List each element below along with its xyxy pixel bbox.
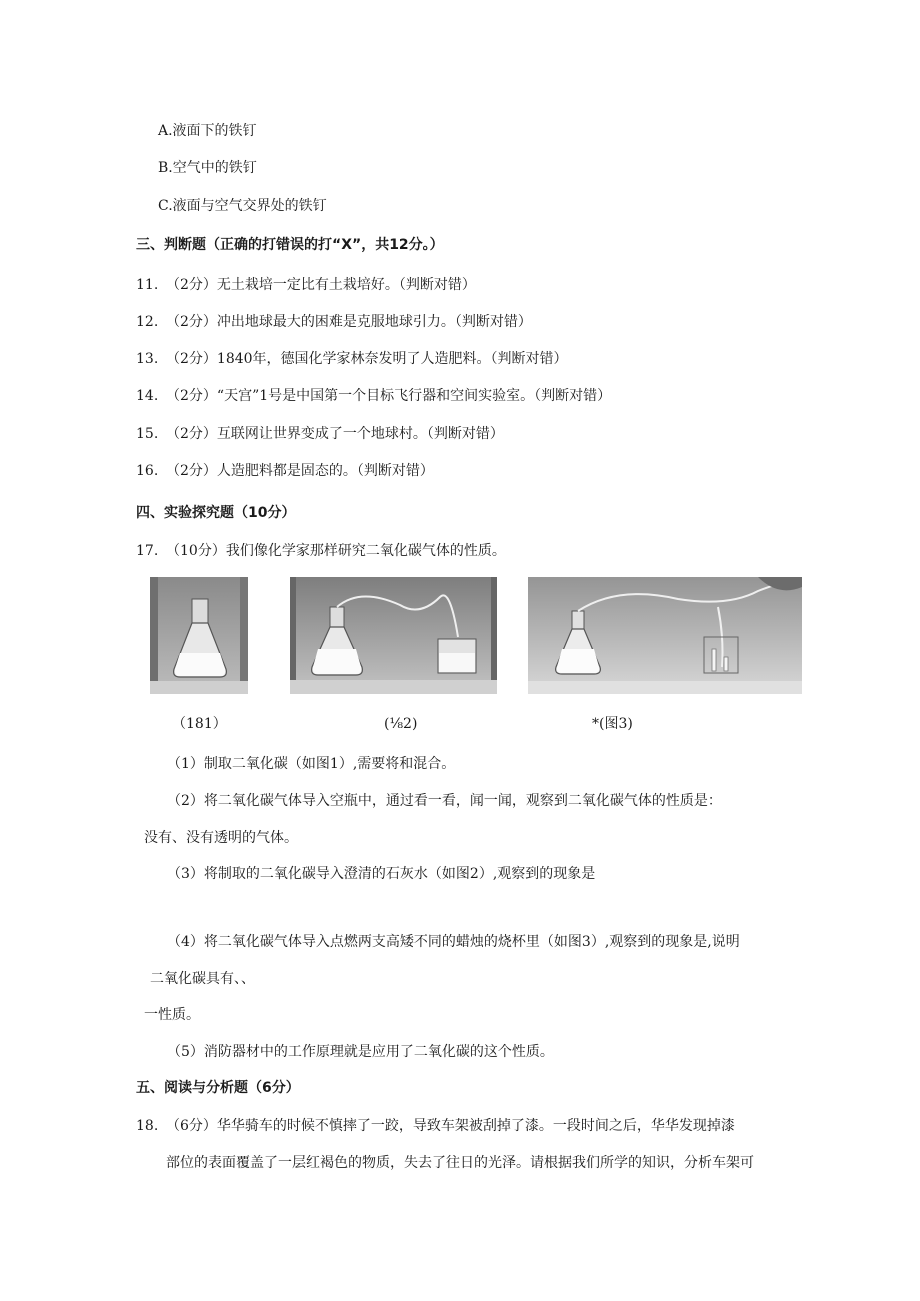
option-b: B.空气中的铁钉 [158, 160, 257, 176]
question-text: （10分）我们像化学家那样研究二氧化碳气体的性质。 [166, 543, 506, 559]
q17-part-4-cont: 二氧化碳具有、、 [150, 971, 255, 987]
question-text: （2分）人造肥料都是固态的。（判断对错） [166, 463, 434, 479]
option-c: C.液面与空气交界处的铁钉 [158, 198, 327, 214]
figure-1-caption: （181） [172, 716, 227, 732]
question-text: （2分）无土栽培一定比有土栽培好。（判断对错） [166, 277, 476, 293]
q17-part-5: （5）消防器材中的工作原理就是应用了二氧化碳的这个性质。 [167, 1044, 554, 1060]
option-a: A.液面下的铁钉 [158, 123, 257, 139]
question-number: 12. [136, 314, 159, 330]
q17-part-4-end: 一性质。 [144, 1007, 200, 1023]
q17-part-4: （4）将二氧化碳气体导入点燃两支高矮不同的蜡烛的烧杯里（如图3）,观察到的现象是,说明 [167, 934, 740, 950]
figure-2-caption: (⅛2) [384, 716, 418, 732]
question-text: （2分）冲出地球最大的困难是克服地球引力。（判断对错） [166, 314, 532, 330]
section-3-title: 三、判断题（正确的打错误的打“X”，共12分。） [136, 237, 444, 253]
question-number: 13. [136, 351, 159, 367]
figure-2-flask-beaker-photo [290, 577, 497, 694]
question-text: （6分）华华骑车的时候不慎摔了一跤，导致车架被刮掉了漆。一段时间之后，华华发现掉漆 [166, 1118, 735, 1134]
question-14 [136, 386, 611, 406]
question-18 [136, 1116, 735, 1136]
question-text: （2分）1840年，德国化学家林奈发明了人造肥料。（判断对错） [166, 351, 568, 367]
question-15 [136, 424, 504, 444]
section-5-title: 五、阅读与分析题（6分） [136, 1080, 300, 1096]
question-text: （2分）“天宫”1号是中国第一个目标飞行器和空间实验室。（判断对错） [166, 388, 612, 404]
question-number: 15. [136, 426, 159, 442]
question-13 [136, 349, 568, 369]
figure-3-candles-photo [528, 577, 802, 694]
question-number: 11. [136, 277, 159, 293]
question-18-cont: 部位的表面覆盖了一层红褐色的物质，失去了往日的光泽。请根据我们所学的知识，分析车架可 [166, 1155, 754, 1171]
question-number: 18. [136, 1118, 159, 1134]
question-12 [136, 312, 532, 332]
question-number: 14. [136, 388, 159, 404]
q17-part-3: （3）将制取的二氧化碳导入澄清的石灰水（如图2）,观察到的现象是 [167, 866, 596, 882]
q17-part-1: （1）制取二氧化碳（如图1）,需要将和混合。 [167, 756, 456, 772]
q17-part-2-cont: 没有、没有透明的气体。 [144, 830, 298, 846]
question-number: 17. [136, 543, 159, 559]
q17-part-2: （2）将二氧化碳气体导入空瓶中，通过看一看，闻一闻，观察到二氧化碳气体的性质是： [167, 793, 722, 809]
section-4-title: 四、实验探究题（10分） [136, 505, 296, 521]
question-11 [136, 275, 476, 295]
question-text: （2分）互联网让世界变成了一个地球村。（判断对错） [166, 426, 504, 442]
question-number: 16. [136, 463, 159, 479]
figure-1-flask-photo [150, 577, 248, 694]
figure-3-caption: *(图3) [592, 716, 633, 732]
question-16 [136, 461, 434, 481]
question-17 [136, 541, 506, 561]
